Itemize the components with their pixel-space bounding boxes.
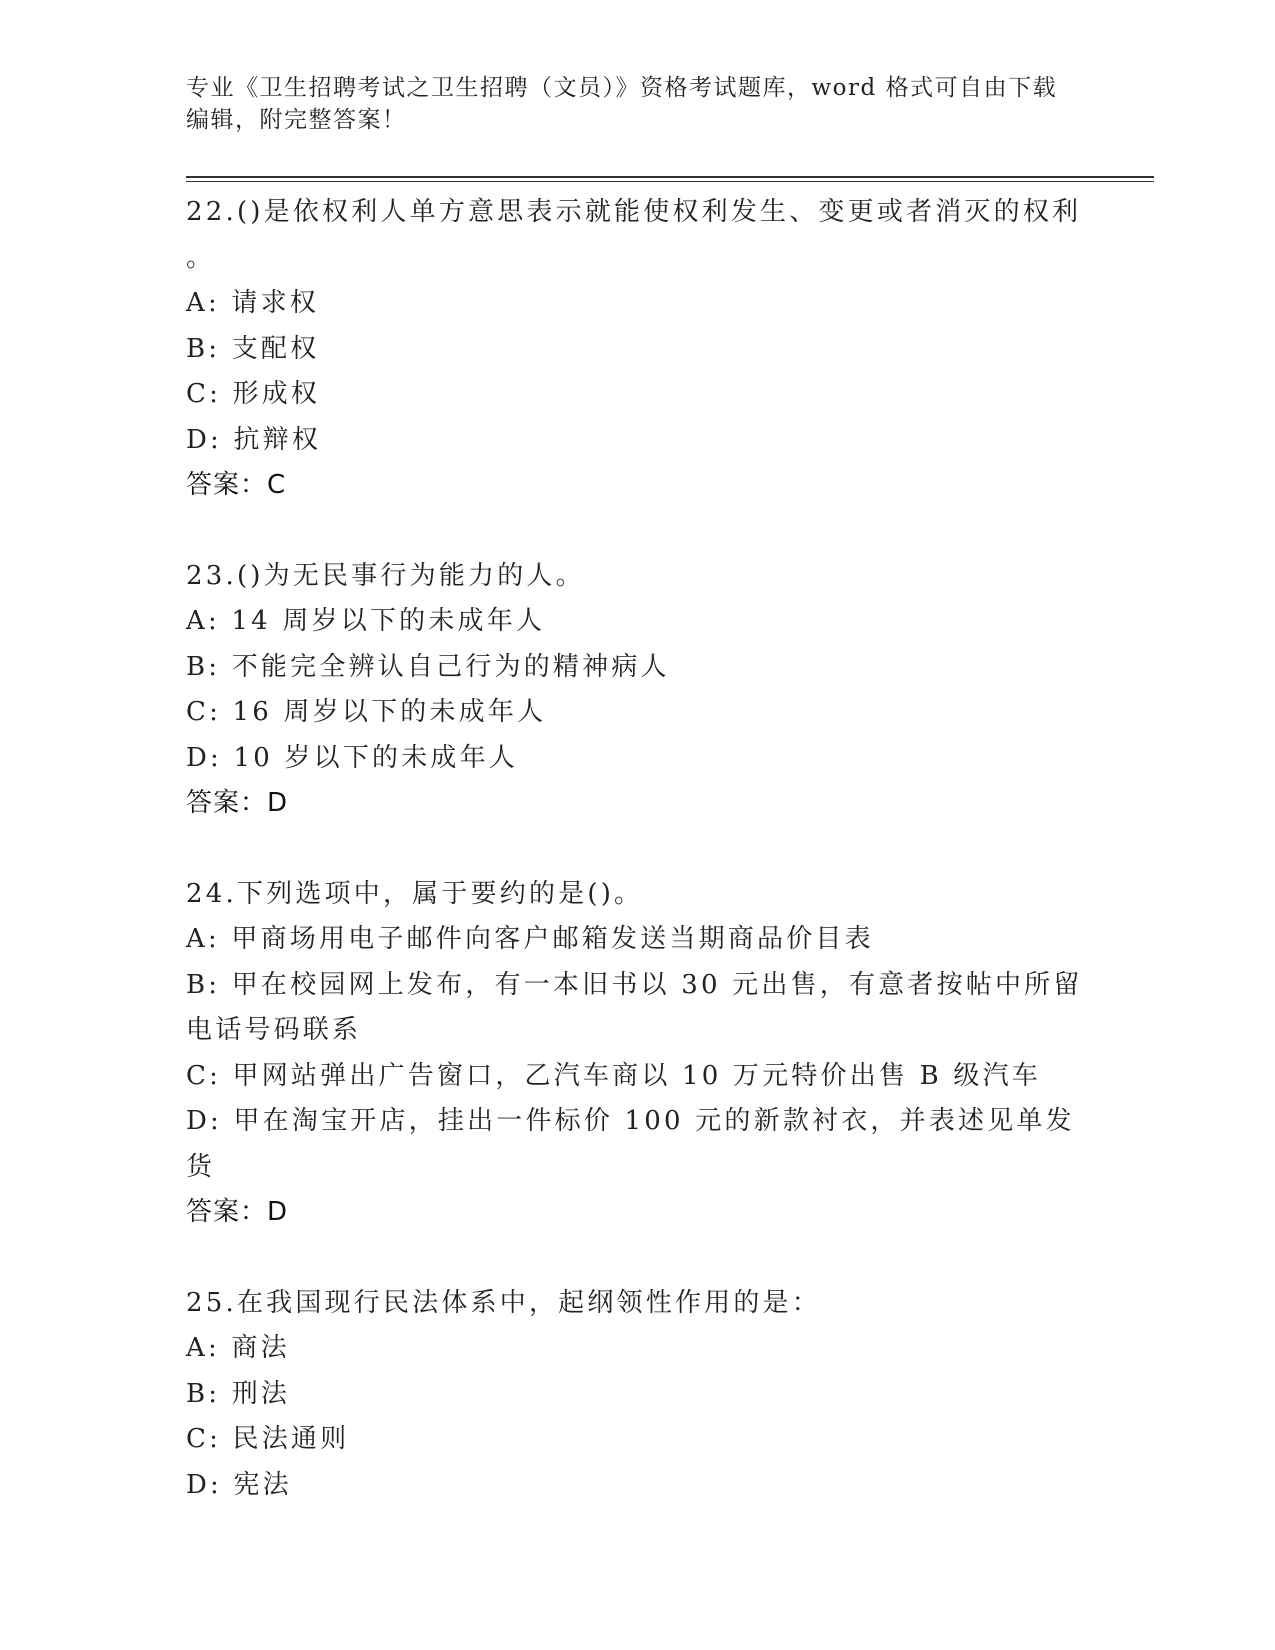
question-list: [186, 190, 1086, 1553]
answer-option: D: 10 岁以下的未成年人: [186, 742, 519, 773]
question-title: 。: [186, 242, 216, 273]
answer-option: A: 甲商场用电子邮件向客户邮箱发送当期商品价目表: [186, 924, 874, 954]
question-block: [186, 872, 1086, 1236]
answer-option: C: 16 周岁以下的未成年人: [186, 697, 547, 727]
answer-option: D: 宪法: [186, 1469, 292, 1500]
answer-option: C: 形成权: [186, 379, 321, 409]
answer-option: A: 商法: [186, 1333, 290, 1363]
question-block: [186, 1281, 1086, 1509]
header-divider-thin: [186, 181, 1154, 182]
answer-option: B: 刑法: [186, 1378, 291, 1409]
answer-key: 答案：C: [186, 470, 287, 500]
answer-option: 电话号码联系: [186, 1015, 362, 1045]
header-divider-thick: [186, 176, 1154, 178]
answer-option: C: 民法通则: [186, 1424, 350, 1454]
header-line-2: 编辑，附完整答案！: [186, 107, 407, 133]
answer-option: D: 甲在淘宝开店，挂出一件标价 100 元的新款衬衣，并表述见单发货: [186, 1106, 1075, 1182]
answer-option: C: 甲网站弹出广告窗口，乙汽车商以 10 万元特价出售 B 级汽车: [186, 1060, 1041, 1091]
answer-key: 答案：D: [186, 1197, 289, 1227]
question-block: [186, 554, 1086, 827]
page-header: [186, 72, 1086, 136]
answer-option: A: 请求权: [186, 288, 320, 318]
answer-option: B: 不能完全辨认自己行为的精神病人: [186, 651, 670, 682]
answer-key: 答案：D: [186, 788, 289, 818]
answer-option: B: 支配权: [186, 333, 320, 364]
question-title: 25.在我国现行民法体系中，起纲领性作用的是：: [186, 1287, 821, 1318]
question-title: 24.下列选项中，属于要约的是()。: [186, 878, 644, 909]
question-title: 23.()为无民事行为能力的人。: [186, 560, 585, 591]
answer-option: A: 14 周岁以下的未成年人: [186, 606, 546, 636]
answer-option: B: 甲在校园网上发布，有一本旧书以 30 元出售，有意者按帖中所留: [186, 969, 1083, 1000]
header-line-1: 专业《卫生招聘考试之卫生招聘（文员）》资格考试题库，word 格式可自由下载: [186, 75, 1058, 101]
question-block: [186, 190, 1086, 509]
question-title: 22.()是依权利人单方意思表示就能使权利发生、变更或者消灭的权利: [186, 197, 1082, 227]
answer-option: D: 抗辩权: [186, 424, 322, 455]
